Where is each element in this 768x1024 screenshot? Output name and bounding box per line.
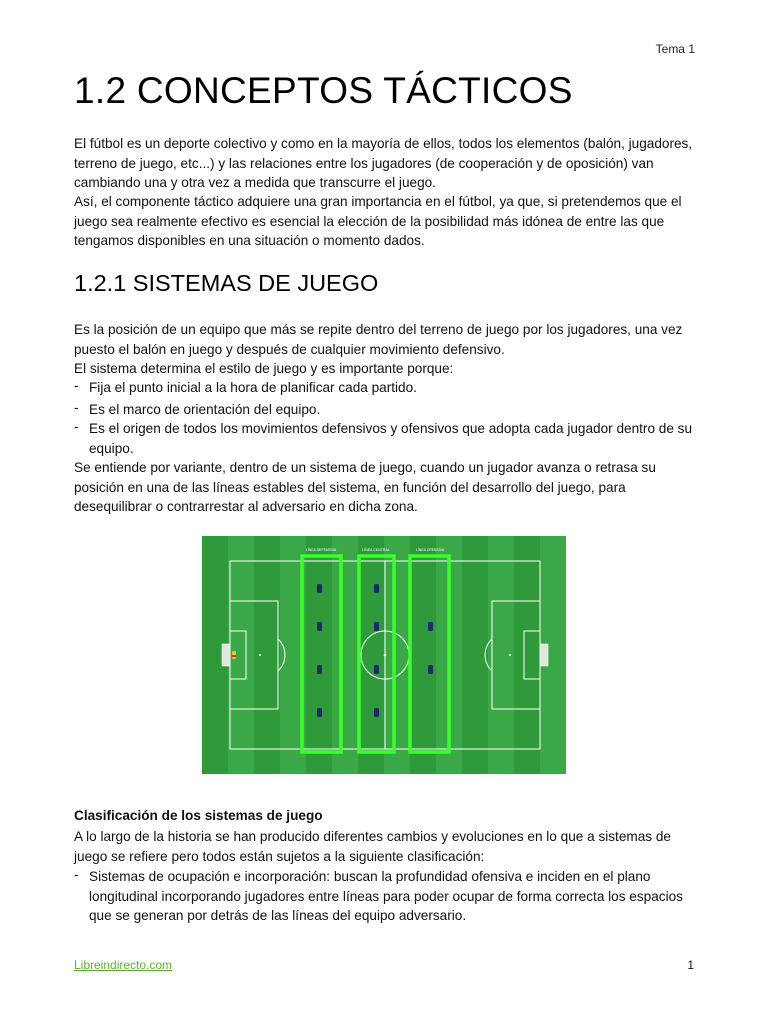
center-spot	[384, 654, 387, 657]
left-penalty-spot	[259, 654, 261, 656]
list-item-text: Es el marco de orientación del equipo.	[89, 402, 321, 417]
player-icon	[428, 622, 433, 631]
line-label-offensive: LÍNEA OFENSIVA	[415, 548, 445, 552]
dash-icon: -	[74, 419, 79, 434]
list-item-text: Sistemas de ocupación e incorporación: buscan la profundidad ofensiva e inciden en el plano longitudinal incorporando jugadores entre líneas para poder ocupar de forma correcta los espacios que se generan por detrás de las líneas del equipo adversario.	[89, 869, 683, 923]
player-icon	[317, 708, 322, 717]
dash-icon: -	[74, 378, 79, 393]
player-icon	[374, 584, 379, 593]
grass-stripe	[514, 536, 541, 774]
grass-stripe	[254, 536, 281, 774]
dash-icon: -	[74, 400, 79, 415]
player-icon	[317, 584, 322, 593]
grass-stripe	[384, 536, 411, 774]
sistemas-paragraph-1: Es la posición de un equipo que más se repite dentro del terreno de juego por los jugadores, una vez puesto el balón en juego y después de cualquier movimiento defensivo.	[74, 322, 683, 357]
grass-stripe	[228, 536, 255, 774]
intro-paragraph-1: El fútbol es un deporte colectivo y como en la mayoría de ellos, todos los elementos (balón, jugadores, terreno de juego, etc...) y las relaciones entre los jugadores (de cooperación y de oposición) van cambiando una y otra vez a medida que transcurre el juego.	[74, 136, 693, 190]
player-icon	[374, 708, 379, 717]
list-item	[74, 400, 699, 420]
list-item	[74, 419, 699, 458]
grass-stripe	[358, 536, 385, 774]
page-title: 1.2 CONCEPTOS TÁCTICOS	[74, 70, 573, 111]
list-item	[74, 867, 699, 926]
grass-stripe	[332, 536, 359, 774]
line-label-central: LÍNEA CENTRAL	[362, 548, 390, 552]
classification-title: Clasificación de los sistemas de juego	[74, 808, 323, 823]
page-number: 1	[687, 958, 694, 972]
line-label-defensive: LÍNEA DEFENSIVA	[305, 548, 337, 552]
dash-icon: -	[74, 867, 79, 882]
grass-stripe	[462, 536, 489, 774]
player-icon	[374, 665, 379, 674]
footer-website-link[interactable]: Libreindirecto.com	[74, 958, 173, 972]
section-title-sistemas: 1.2.1 SISTEMAS DE JUEGO	[74, 270, 379, 296]
football-field-figure	[202, 536, 566, 774]
player-icon	[428, 665, 433, 674]
list-item-text: Fija el punto inicial a la hora de planificar cada partido.	[89, 380, 417, 395]
player-icon	[317, 622, 322, 631]
chapter-tag: Tema 1	[655, 42, 695, 56]
intro-paragraph-2: Así, el componente táctico adquiere una gran importancia en el fútbol, ya que, si pretendemos que el juego sea realmente efectivo es esencial la elección de la posibilidad más idónea de entre las que tengamos disponibles en una situación o momento dados.	[74, 194, 682, 248]
grass-stripe	[306, 536, 333, 774]
player-icon	[374, 622, 379, 631]
goalkeeper-shorts	[232, 655, 236, 657]
right-penalty-spot	[509, 654, 511, 656]
classification-paragraph: A lo largo de la historia se han producido diferentes cambios y evoluciones en lo que a sistemas de juego se refiere pero todos están sujetos a la siguiente clasificación:	[74, 829, 671, 864]
football-field-diagram	[202, 536, 566, 774]
left-goal-net	[222, 644, 230, 666]
list-item-text: Es el origen de todos los movimientos defensivos y ofensivos que adopta cada jugador dentro de su equipo.	[89, 421, 693, 456]
list-item	[74, 378, 699, 398]
sistemas-paragraph-2: El sistema determina el estilo de juego y es importante porque:	[74, 361, 454, 376]
player-icon	[317, 665, 322, 674]
grass-stripe	[410, 536, 437, 774]
sistemas-paragraph-3: Se entiende por variante, dentro de un sistema de juego, cuando un jugador avanza o retrasa su posición en una de las líneas estables del sistema, en función del desarrollo del juego, para desequilibrar o contrarrestar al adversario en dicha zona.	[74, 460, 656, 514]
goalkeeper	[232, 651, 236, 659]
right-goal-net	[540, 644, 548, 666]
